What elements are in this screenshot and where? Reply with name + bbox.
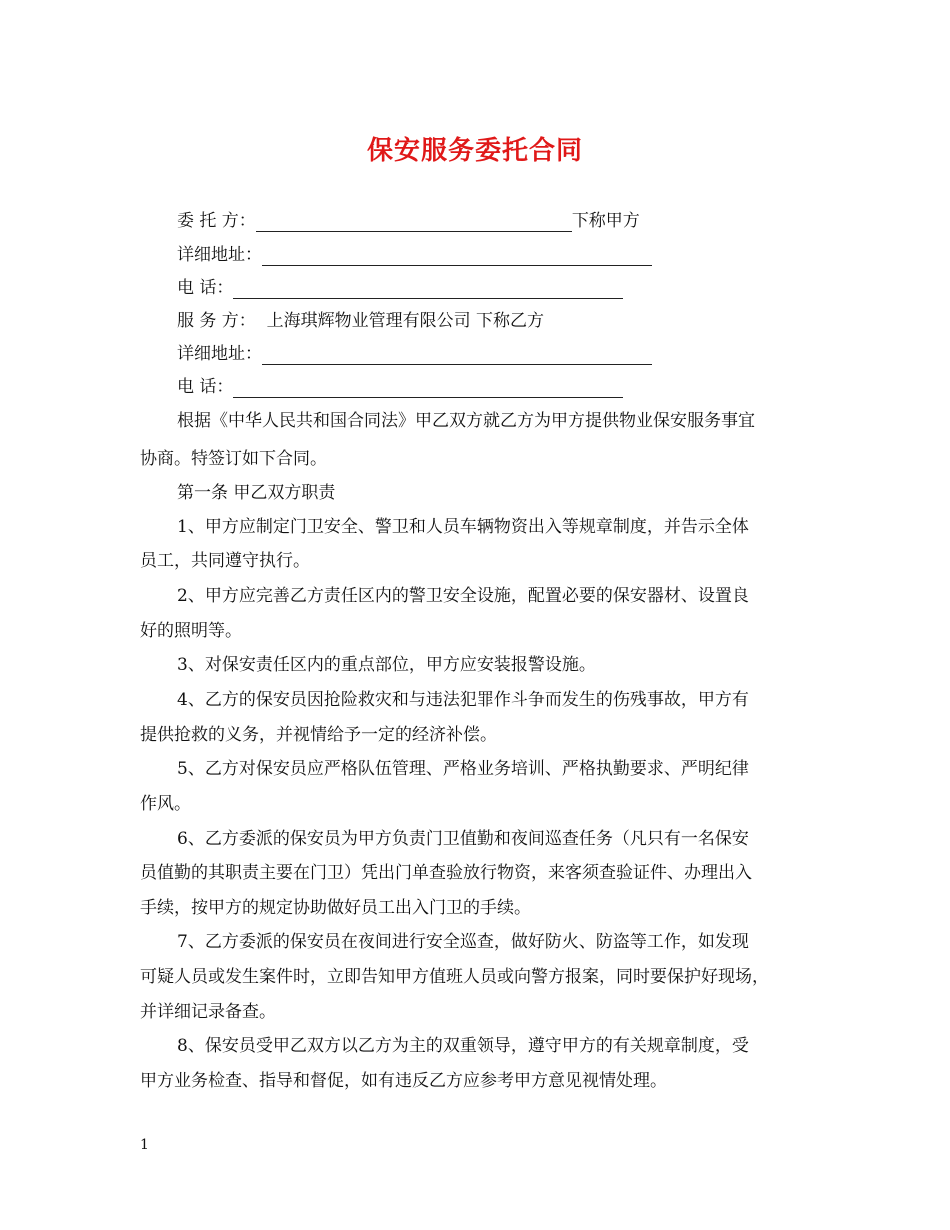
document-title: 保安服务委托合同 [366,136,583,166]
intro-line-1: 根据《中华人民共和国合同法》甲乙双方就乙方为甲方提供物业保安服务事宜 [177,411,755,431]
client-address-label: 详细地址： [177,245,262,265]
client-name-field [256,215,572,232]
clause-6-line-3: 手续，按甲方的规定协助做好员工出入门卫的手续。 [140,898,531,918]
clause-8-line-1: 8、保安员受甲乙双方以乙方为主的双重领导，遵守甲方的有关规章制度，受 [177,1036,749,1056]
clause-6-line-1: 6、乙方委派的保安员为甲方负责门卫值勤和夜间巡查任务（凡只有一名保安 [177,829,749,849]
client-suffix: 下称甲方 [571,211,640,231]
client-row [177,210,640,232]
clause-2-line-2: 好的照明等。 [140,621,242,641]
client-address-row [177,244,652,266]
clause-3-line-1: 3、对保安责任区内的重点部位，甲方应安装报警设施。 [177,655,596,675]
clause-7-line-2: 可疑人员或发生案件时，立即告知甲方值班人员或向警方报案，同时要保护好现场， [140,967,769,987]
service-phone-field [233,381,623,398]
clause-5-line-1: 5、乙方对保安员应严格队伍管理、严格业务培训、严格执勤要求、严明纪律 [177,759,749,779]
service-address-row [177,343,652,365]
clause-6-line-2: 员值勤的其职责主要在门卫）凭出门单查验放行物资，来客须查验证件、办理出入 [140,863,752,883]
client-phone-row [177,277,623,299]
service-address-field [262,348,652,365]
service-row [177,310,544,332]
clause-4-line-2: 提供抢救的义务，并视情给予一定的经济补偿。 [140,725,497,745]
clause-1-line-1: 1、甲方应制定门卫安全、警卫和人员车辆物资出入等规章制度，并告示全体 [177,517,749,537]
clause-5-line-2: 作风。 [140,794,191,814]
client-label: 委 托 方： [177,211,256,231]
section-heading: 第一条 甲乙双方职责 [177,483,336,503]
clause-1-line-2: 员工，共同遵守执行。 [140,551,310,571]
page-number: 1 [140,1137,149,1153]
clause-8-line-2: 甲方业务检查、指导和督促，如有违反乙方应参考甲方意见视情处理。 [140,1071,667,1091]
service-phone-label: 电 话： [177,377,234,397]
service-label: 服 务 方： [177,311,256,331]
client-phone-label: 电 话： [177,278,234,298]
client-address-field [262,249,652,266]
clause-2-line-1: 2、甲方应完善乙方责任区内的警卫安全设施，配置必要的保安器材、设置良 [177,586,749,606]
clause-4-line-1: 4、乙方的保安员因抢险救灾和与违法犯罪作斗争而发生的伤残事故，甲方有 [177,690,749,710]
service-phone-row [177,376,623,398]
clause-7-line-1: 7、乙方委派的保安员在夜间进行安全巡查，做好防火、防盗等工作，如发现 [177,932,749,952]
clause-7-line-3: 并详细记录备查。 [140,1002,276,1022]
client-phone-field [233,282,623,299]
intro-line-2: 协商。特签订如下合同。 [140,449,327,469]
service-address-label: 详细地址： [177,344,262,364]
service-value: 上海琪辉物业管理有限公司 下称乙方 [266,311,545,331]
